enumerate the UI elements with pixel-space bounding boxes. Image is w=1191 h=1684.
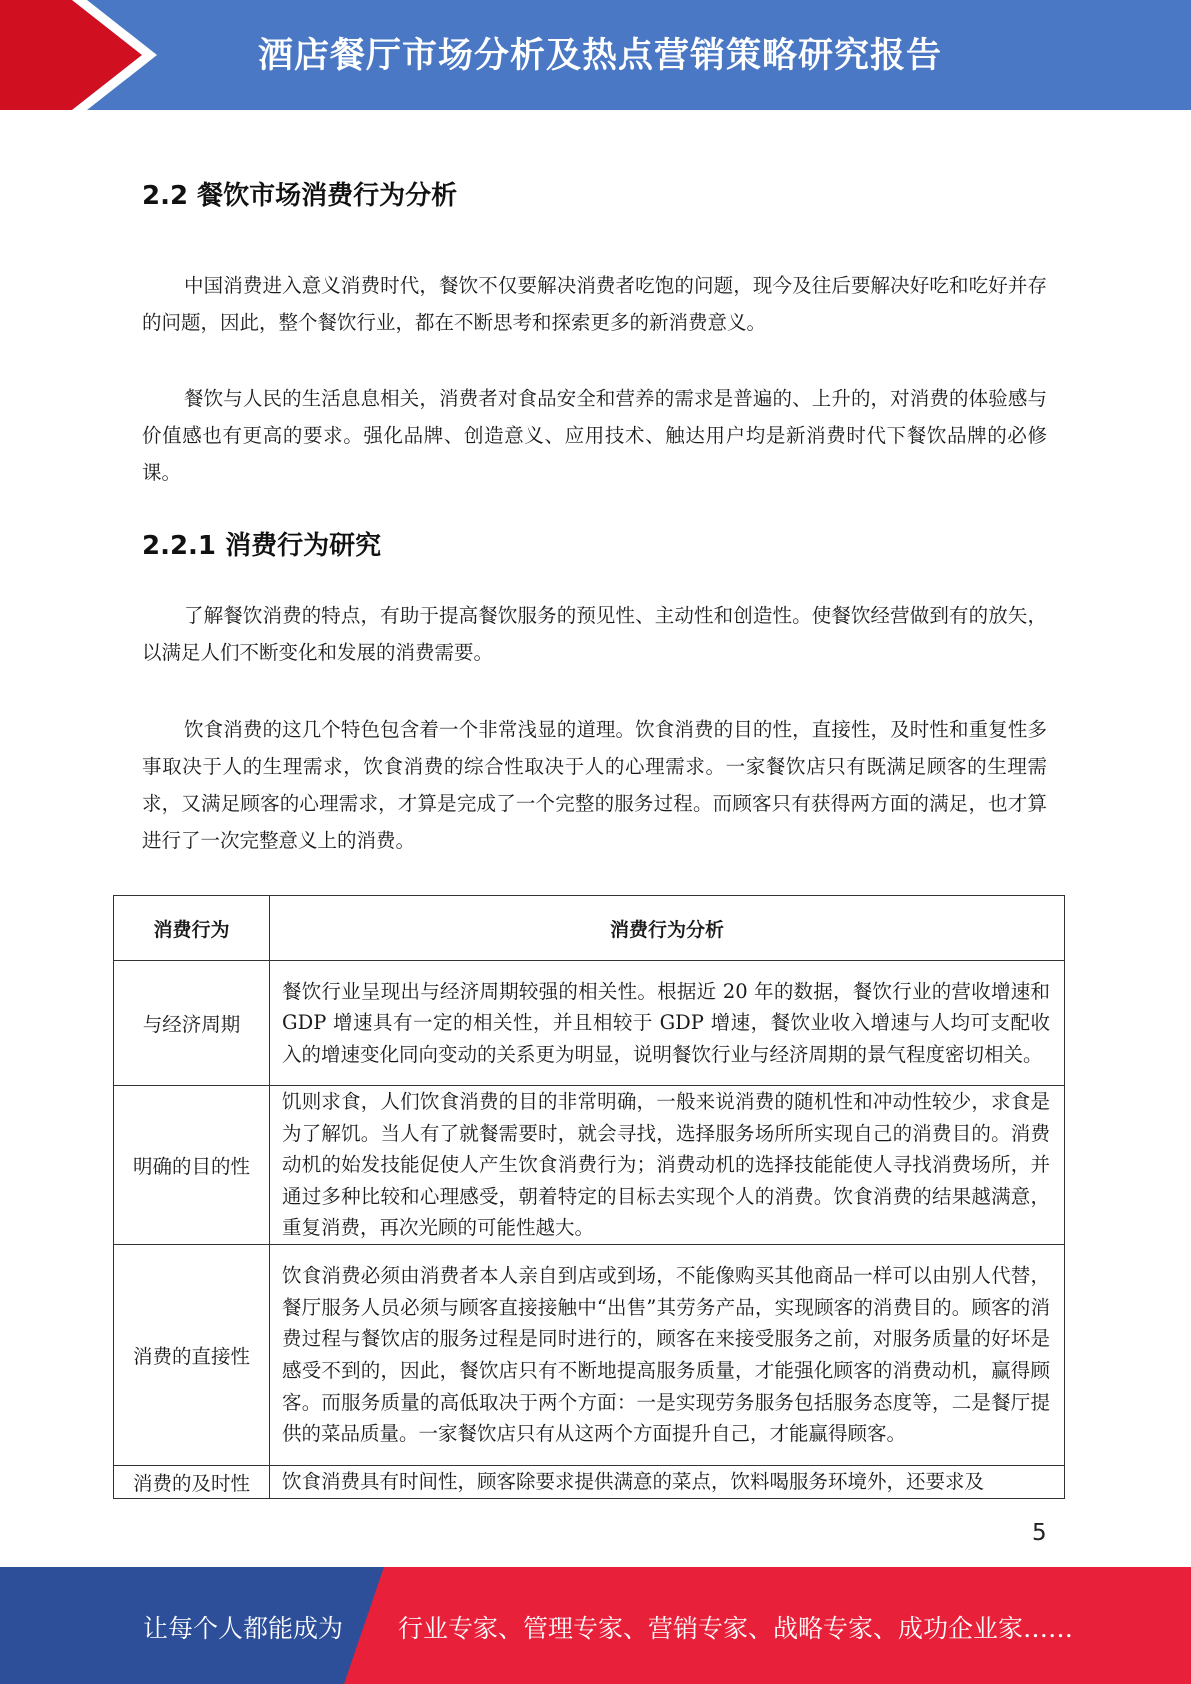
behavior-cell: 消费的直接性 — [114, 1244, 270, 1465]
table-row — [114, 1465, 1065, 1498]
subsection-paragraph-1: 了解餐饮消费的特点，有助于提高餐饮服务的预见性、主动性和创造性。使餐饮经营做到有的放矢，以满足人们不断变化和发展的消费需要。 — [142, 604, 1047, 664]
analysis-cell: 饮食消费必须由消费者本人亲自到店或到场，不能像购买其他商品一样可以由别人代替，餐厅服务人员必须与顾客直接接触中“出售”其劳务产品，实现顾客的消费目的。顾客的消费过程与餐饮店的服务过程是同时进行的，顾客在来接受服务之前，对服务质量的好坏是感受不到的，因此，餐饮店只有不断地提高服务质量，才能强化顾客的消费动机，赢得顾客。而服务质量的高低取决于两个方面：一是实现劳务服务包括服务态度等，二是餐厅提供的菜品质量。一家餐饮店只有从这两个方面提升自己，才能赢得顾客。 — [270, 1244, 1065, 1465]
section-heading: 2.2 餐饮市场消费行为分析 — [142, 181, 458, 211]
analysis-cell: 餐饮行业呈现出与经济周期较强的相关性。根据近 20 年的数据，餐饮行业的营收增速和 GDP 增速具有一定的相关性，并且相较于 GDP 增速，餐饮业收入增速与人均可支配收入的增速变化同向变动的关系更为明显，说明餐饮行业与经济周期的景气程度密切相关。 — [270, 961, 1065, 1086]
page-number: 5 — [1032, 1520, 1047, 1546]
header-banner — [0, 0, 1191, 110]
footer-slogan-left: 让每个人都能成为 — [143, 1614, 344, 1643]
footer-banner — [0, 1567, 1191, 1684]
column-header-behavior: 消费行为 — [114, 896, 270, 961]
behavior-cell: 消费的及时性 — [114, 1465, 270, 1498]
subsection-heading: 2.2.1 消费行为研究 — [142, 531, 382, 561]
table-row — [114, 961, 1065, 1086]
table-row — [114, 1086, 1065, 1245]
section-paragraph-1: 中国消费进入意义消费时代，餐饮不仅要解决消费者吃饱的问题，现今及往后要解决好吃和吃好并存的问题，因此，整个餐饮行业，都在不断思考和探索更多的新消费意义。 — [142, 274, 1047, 334]
footer-slogan-right: 行业专家、管理专家、营销专家、战略专家、成功企业家…… — [398, 1614, 1074, 1643]
section-paragraph-2: 餐饮与人民的生活息息相关，消费者对食品安全和营养的需求是普遍的、上升的，对消费的体验感与价值感也有更高的要求。强化品牌、创造意义、应用技术、触达用户均是新消费时代下餐饮品牌的必修课。 — [142, 387, 1047, 484]
analysis-cell: 饮食消费具有时间性，顾客除要求提供满意的菜点，饮料喝服务环境外，还要求及 — [270, 1465, 1065, 1498]
behavior-cell: 与经济周期 — [114, 961, 270, 1086]
analysis-cell: 饥则求食，人们饮食消费的目的非常明确，一般来说消费的随机性和冲动性较少，求食是为了解饥。当人有了就餐需要时，就会寻找，选择服务场所所实现自己的消费目的。消费动机的始发技能促使人产生饮食消费行为；消费动机的选择技能能使人寻找消费场所，并通过多种比较和心理感受，朝着特定的目标去实现个人的消费。饮食消费的结果越满意，重复消费，再次光顾的可能性越大。 — [270, 1086, 1065, 1245]
consumer-behavior-table — [113, 895, 1065, 1499]
behavior-cell: 明确的目的性 — [114, 1086, 270, 1245]
report-title: 酒店餐厅市场分析及热点营销策略研究报告 — [258, 36, 943, 76]
table-header-row — [114, 896, 1065, 961]
subsection-paragraph-2: 饮食消费的这几个特色包含着一个非常浅显的道理。饮食消费的目的性，直接性，及时性和重复性多事取决于人的生理需求，饮食消费的综合性取决于人的心理需求。一家餐饮店只有既满足顾客的生理需求，又满足顾客的心理需求，才算是完成了一个完整的服务过程。而顾客只有获得两方面的满足，也才算进行了一次完整意义上的消费。 — [142, 718, 1047, 852]
table-row — [114, 1244, 1065, 1465]
column-header-analysis: 消费行为分析 — [270, 896, 1065, 961]
